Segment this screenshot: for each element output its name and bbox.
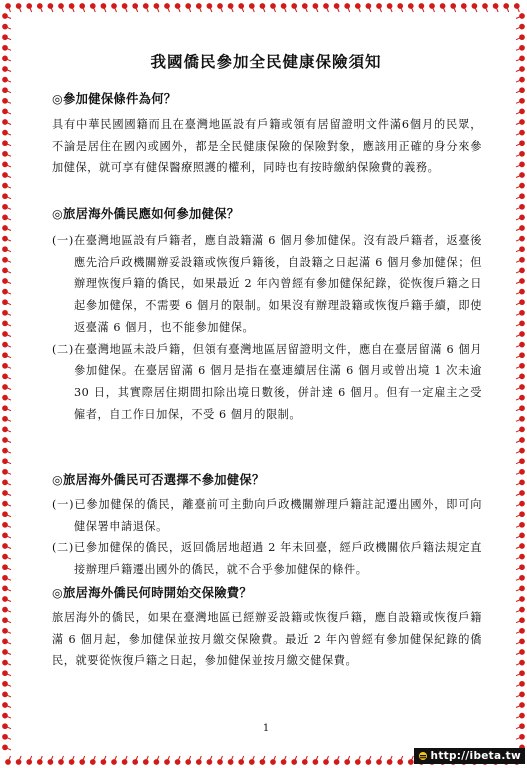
section-paragraph: 具有中華民國國籍而且在臺灣地區設有戶籍或領有居留證明文件滿6個月的民眾，不論是居住在國內或國外，都是全民健康保險的保險對象，應該用正確的身分來參加健保，就可享有健保醫療照護的權利，同時也有按時繳納保險費的義務。 bbox=[52, 118, 482, 175]
section-question: ◎旅居海外僑民何時開始交保險費？ bbox=[52, 585, 252, 600]
section-opt-out bbox=[52, 471, 482, 581]
section-question: ◎參加健保條件為何？ bbox=[52, 91, 177, 106]
section-paragraph: 旅居海外的僑民，如果在臺灣地區已經辦妥設籍或恢復戶籍，應自設籍或恢復戶籍滿 6 個月起，參加健保並按月繳交保險費。最近 2 年內曾經有參加健保紀錄的僑民，就要從恢復戶籍之日起，參加健保並按月繳交健保費。 bbox=[52, 611, 482, 668]
section-how-to-enroll bbox=[52, 205, 482, 425]
site-watermark bbox=[414, 748, 525, 764]
bee-logo-icon bbox=[418, 751, 428, 761]
list-item: (二)已參加健保的僑民，返回僑居地超過 2 年未回臺，經戶政機關依戶籍法規定直接辦理戶籍遷出國外的僑民，就不合乎參加健保的條件。 bbox=[52, 541, 482, 577]
section-question: ◎旅居海外僑民應如何參加健保？ bbox=[52, 206, 240, 221]
section-eligibility bbox=[52, 90, 482, 179]
list-item: (一)在臺灣地區設有戶籍者，應自設籍滿 6 個月參加健保。沒有設戶籍者，返臺後應先洽戶政機關辦妥設籍或恢復戶籍後，自設籍之日起滿 6 個月參加健保；但辦理恢復戶籍的僑民，如果最近 2 年內曾經有參加健保紀錄，從恢復戶籍之日起參加健保，不需要 6 個月的限制。如果沒有辦理設籍或恢復戶籍手續，即使返臺滿 6 個月，也不能參加健保。 bbox=[52, 234, 482, 334]
section-premium-start bbox=[52, 584, 482, 672]
section-question: ◎旅居海外僑民可否選擇不參加健保？ bbox=[52, 472, 265, 487]
watermark-text: http://ibeta.tw bbox=[430, 750, 521, 762]
list-item: (一)已參加健保的僑民，離臺前可主動向戶政機關辦理戶籍註記遷出國外，即可向健保署申請退保。 bbox=[52, 498, 482, 533]
list-item: (二)在臺灣地區未設戶籍，但領有臺灣地區居留證明文件，應自在臺居留滿 6 個月參加健保。在臺居留滿 6 個月是指在臺連續居住滿 6 個月或曾出境 1 次未逾 30 日，其實際居住期間扣除出境日數後，併計達 6 個月。但有一定雇主之受僱者，自工作日加保，不受 6 個月的限制。 bbox=[52, 342, 482, 421]
page-number: 1 bbox=[262, 723, 270, 734]
document-title: 我國僑民參加全民健康保險須知 bbox=[150, 52, 382, 71]
